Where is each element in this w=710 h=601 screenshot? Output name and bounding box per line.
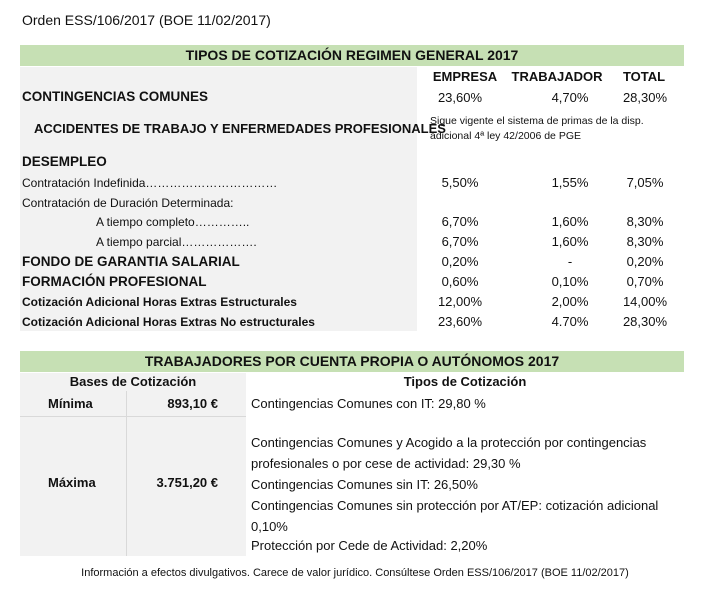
fogasa-total: 0,20% (626, 254, 664, 269)
fogasa-trabajador: - (567, 254, 573, 269)
indefinida-trabajador: 1,55% (551, 175, 589, 190)
formacion-total: 0,70% (626, 274, 664, 289)
he-estructurales-empresa: 12,00% (437, 294, 483, 309)
row-label-he-estructurales: Cotización Adicional Horas Extras Estructurales (22, 295, 297, 309)
general-regime-header: TIPOS DE COTIZACIÓN REGIMEN GENERAL 2017 (20, 45, 684, 66)
row-label-indefinida: Contratación Indefinida…………………………… (22, 176, 278, 190)
he-estructurales-trabajador: 2,00% (551, 294, 589, 309)
he-no-estructurales-empresa: 23,60% (437, 314, 483, 329)
completo-total: 8,30% (626, 214, 664, 229)
formacion-trabajador: 0,10% (551, 274, 589, 289)
row-label-completo: A tiempo completo………….. (96, 215, 250, 229)
maxima-tipo-2: Contingencias Comunes sin IT: 26,50% (251, 477, 478, 492)
row-label-accidentes: ACCIDENTES DE TRABAJO Y ENFERMEDADES PROFESIONALES (34, 121, 446, 136)
contingencias-total: 28,30% (622, 90, 668, 105)
parcial-trabajador: 1,60% (551, 234, 589, 249)
row-label-he-no-estructurales: Cotización Adicional Horas Extras No estructurales (22, 315, 315, 329)
row-label-fogasa: FONDO DE GARANTIA SALARIAL (22, 254, 240, 269)
parcial-empresa: 6,70% (441, 234, 479, 249)
row-label-desempleo: DESEMPLEO (22, 154, 107, 169)
maxima-label: Máxima (48, 475, 96, 490)
row-label-parcial: A tiempo parcial………………. (96, 235, 257, 249)
row-label-contingencias: CONTINGENCIAS COMUNES (22, 89, 209, 104)
disclaimer-footer: Información a efectos divulgativos. Carece de valor jurídico. Consúltese Orden ESS/106/2017 (BOE 11/02/2017) (81, 567, 629, 579)
row-label-duracion: Contratación de Duración Determinada: (22, 196, 234, 210)
maxima-tipo-3: Contingencias Comunes sin protección por AT/EP: cotización adicional 0,10% (251, 498, 659, 534)
contingencias-trabajador: 4,70% (551, 90, 589, 105)
maxima-amount: 3.751,20 € (156, 475, 218, 490)
minima-amount: 893,10 € (167, 396, 218, 411)
minima-tipo: Contingencias Comunes con IT: 29,80 % (251, 396, 486, 411)
row-label-formacion: FORMACIÓN PROFESIONAL (22, 274, 207, 289)
minima-label: Mínima (48, 396, 93, 411)
formacion-empresa: 0,60% (441, 274, 479, 289)
column-header-empresa: EMPRESA (432, 69, 498, 84)
bases-header: Bases de Cotización (69, 374, 197, 389)
document-title: Orden ESS/106/2017 (BOE 11/02/2017) (22, 12, 271, 28)
column-header-total: TOTAL (622, 69, 666, 84)
maxima-tipo-4: Protección por Cede de Actividad: 2,20% (251, 538, 488, 553)
bases-row-divider (20, 416, 246, 417)
contingencias-empresa: 23,60% (437, 90, 483, 105)
completo-empresa: 6,70% (441, 214, 479, 229)
indefinida-empresa: 5,50% (441, 175, 479, 190)
he-no-estructurales-trabajador: 4.70% (551, 314, 589, 329)
column-header-trabajador: TRABAJADOR (511, 69, 603, 84)
accidentes-note: Sigue vigente el sistema de primas de la disp. adicional 4ª ley 42/2006 de PGE (430, 115, 644, 142)
autonomos-header: TRABAJADORES POR CUENTA PROPIA O AUTÓNOMOS 2017 (20, 351, 684, 372)
indefinida-total: 7,05% (626, 175, 664, 190)
tipos-header: Tipos de Cotización (403, 374, 527, 389)
fogasa-empresa: 0,20% (441, 254, 479, 269)
completo-trabajador: 1,60% (551, 214, 589, 229)
he-no-estructurales-total: 28,30% (622, 314, 668, 329)
he-estructurales-total: 14,00% (622, 294, 668, 309)
maxima-tipo-1: Contingencias Comunes y Acogido a la protección por contingencias profesionales o por cese de actividad: 29,30 % (251, 435, 647, 471)
parcial-total: 8,30% (626, 234, 664, 249)
